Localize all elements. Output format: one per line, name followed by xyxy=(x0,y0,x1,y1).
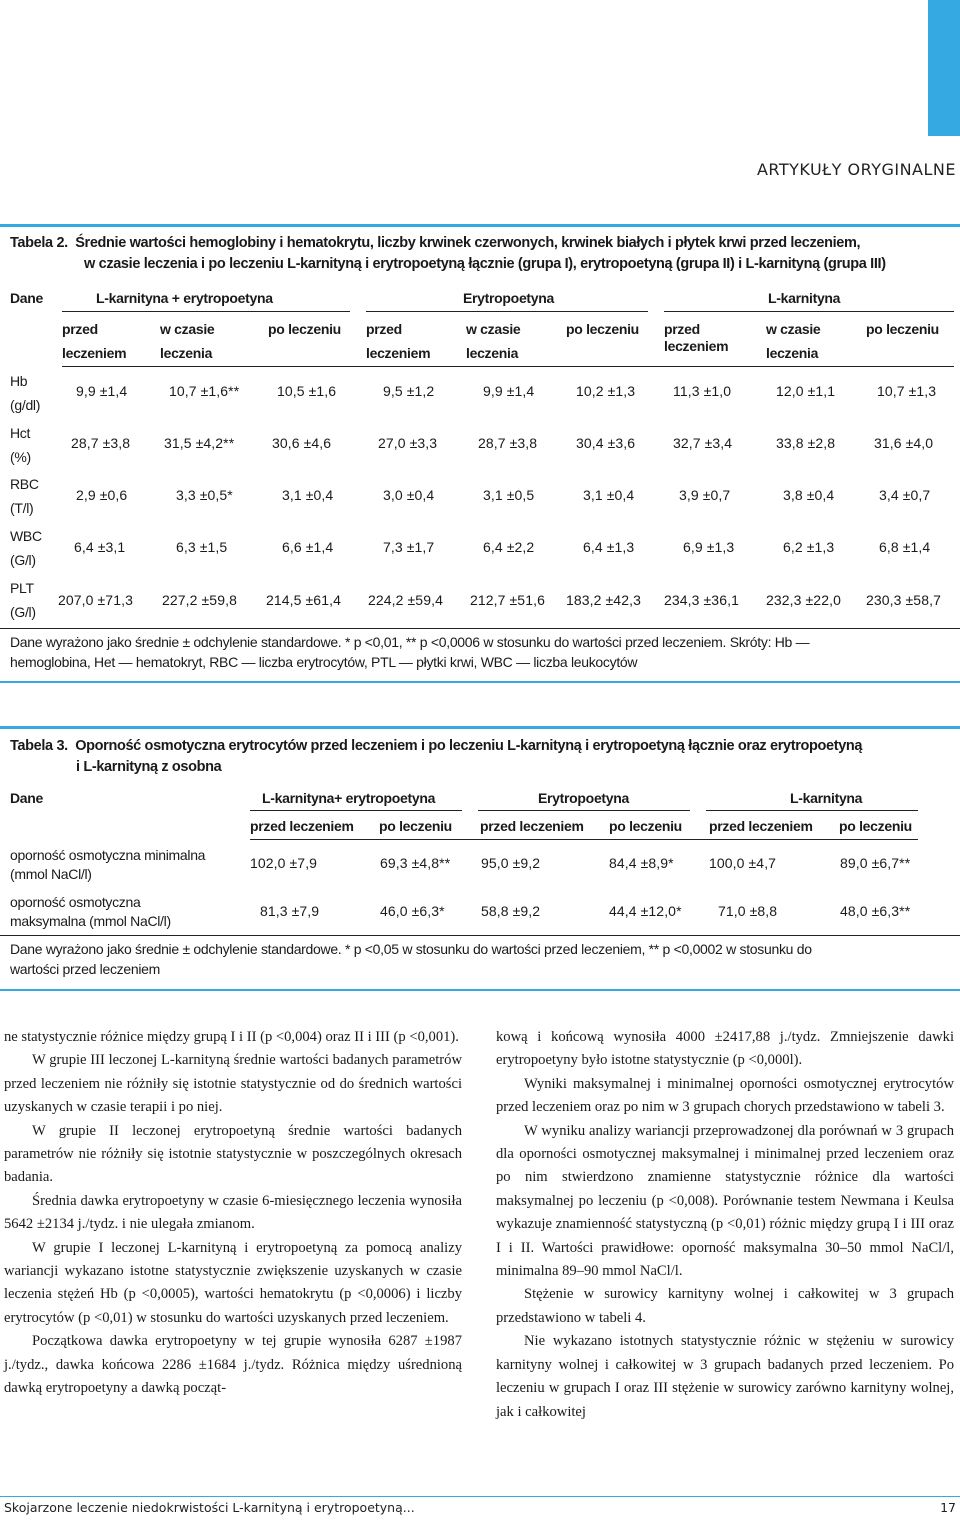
table2-subheader-6a: po leczeniu xyxy=(566,321,639,337)
table2-cell: 6,9 ±1,3 xyxy=(683,539,735,555)
table2-caption-line2: w czasie leczenia i po leczeniu L-karnityną i erytropoetyną łącznie (grupa I), erytropoetyną (grupa II) i L-karnityną (grupa III) xyxy=(84,256,886,272)
table3-cell: 48,0 ±6,3** xyxy=(840,903,911,919)
table2-cell: 6,4 ±2,2 xyxy=(483,539,535,555)
table3-group-header-3: L-karnityna xyxy=(790,790,863,806)
table2-cell: 6,2 ±1,3 xyxy=(783,539,835,555)
paragraph: Stężenie w surowicy karnityny wolnej i całkowitej w 3 grupach przedstawiono w tabeli 4. xyxy=(496,1286,954,1326)
table2-dane-header: Dane xyxy=(10,290,44,306)
paragraph: W grupie II leczonej erytropoetyną średnie wartości badanych parametrów nie różniły się istotnie statystycznie w poszczególnych okresach badania. xyxy=(4,1122,462,1186)
table2-group-header-2: Erytropoetyna xyxy=(463,290,555,306)
table2-cell: 9,9 ±1,4 xyxy=(483,383,535,399)
table2-subheader-7a: przed xyxy=(664,321,700,337)
table2-group-rule-2 xyxy=(366,311,648,312)
table3-dane-header: Dane xyxy=(10,790,44,806)
table2-cell: 3,3 ±0,5* xyxy=(176,487,233,503)
table2-group-rule-1 xyxy=(62,311,350,312)
table2-body-rule xyxy=(0,628,960,629)
table2-subheader-1b: leczeniem xyxy=(62,345,127,361)
table2-cell: 32,7 ±3,4 xyxy=(673,435,733,451)
table2-subheader-8b: leczenia xyxy=(766,345,819,361)
table2-cell: 6,3 ±1,5 xyxy=(176,539,228,555)
table2-group-header-1: L-karnityna + erytropoetyna xyxy=(96,290,273,306)
table2-row-unit: (G/l) xyxy=(10,552,36,568)
table2-cell: 3,1 ±0,4 xyxy=(583,487,635,503)
table3-cell: 44,4 ±12,0* xyxy=(609,903,682,919)
table2-cell: 7,3 ±1,7 xyxy=(383,539,435,555)
table3-cell: 69,3 ±4,8** xyxy=(380,855,451,871)
table3-subheader-rule xyxy=(250,839,918,840)
table2-cell: 10,7 ±1,3 xyxy=(877,383,937,399)
table2-cell: 10,7 ±1,6** xyxy=(169,383,240,399)
table3-caption-line1: Oporność osmotyczna erytrocytów przed leczeniem i po leczeniu L-karnityną i erytropoetyną łącznie oraz erytropoetyną xyxy=(75,738,863,754)
table2-cell: 9,5 ±1,2 xyxy=(383,383,435,399)
body-column-right xyxy=(496,1026,954,1424)
table2-note-line1: Dane wyrażono jako średnie ± odchylenie standardowe. * p <0,01, ** p <0,0006 w stosunku do wartości przed leczeniem. Skróty: Hb — xyxy=(10,634,810,650)
table2-cell: 234,3 ±36,1 xyxy=(664,592,739,608)
table2-note-line2: hemoglobina, Het — hematokryt, RBC — liczba erytrocytów, PTL — płytki krwi, WBC — liczba leukocytów xyxy=(10,654,638,670)
table3-subheader: po leczeniu xyxy=(609,818,682,834)
table3-row-label: oporność osmotyczna xyxy=(10,894,141,910)
table2-subheader-9a: po leczeniu xyxy=(866,321,939,337)
table2-cell: 207,0 ±71,3 xyxy=(58,592,133,608)
table2-subheader-rule xyxy=(62,366,954,367)
table3-group-rule-1 xyxy=(250,810,462,811)
table3-cell: 46,0 ±6,3* xyxy=(380,903,445,919)
table2-row-unit: (g/dl) xyxy=(10,397,41,413)
table2-cell: 33,8 ±2,8 xyxy=(776,435,836,451)
table2-row-label: Hb xyxy=(10,373,28,389)
table3-caption-label: Tabela 3. xyxy=(10,738,68,754)
table2-caption xyxy=(10,233,955,275)
table2-group-rule-3 xyxy=(664,311,954,312)
table2-cell: 212,7 ±51,6 xyxy=(470,592,545,608)
table2-caption-label: Tabela 2. xyxy=(10,235,68,251)
table3-subheader: po leczeniu xyxy=(839,818,912,834)
table3-cell: 95,0 ±9,2 xyxy=(481,855,541,871)
table2-subheader-2b: leczenia xyxy=(160,345,213,361)
table2-cell: 11,3 ±1,0 xyxy=(673,383,732,399)
table3-cell: 102,0 ±7,9 xyxy=(250,855,318,871)
table2-cell: 3,1 ±0,5 xyxy=(483,487,535,503)
table3-row-unit: (mmol NaCl/l) xyxy=(10,866,92,882)
footer-running-title: Skojarzone leczenie niedokrwistości L-karnityną i erytropoetyną... xyxy=(4,1500,415,1515)
table2-subheader-5b: leczenia xyxy=(466,345,519,361)
table2-cell: 214,5 ±61,4 xyxy=(266,592,341,608)
table2-subheader-8a: w czasie xyxy=(766,321,821,337)
table2-row-label: WBC xyxy=(10,528,42,544)
table2-cell: 28,7 ±3,8 xyxy=(478,435,538,451)
table2-row-unit: (T/l) xyxy=(10,500,34,516)
table2-cell: 31,6 ±4,0 xyxy=(874,435,934,451)
table2-subheader-1a: przed xyxy=(62,321,98,337)
table2-cell: 232,3 ±22,0 xyxy=(766,592,841,608)
accent-bar xyxy=(928,0,960,136)
table2-cell: 3,0 ±0,4 xyxy=(383,487,435,503)
table2-cell: 3,8 ±0,4 xyxy=(783,487,835,503)
table2-row-label: PLT xyxy=(10,580,34,596)
table3-caption xyxy=(10,736,955,778)
paragraph: kową i końcową wynosiła 4000 ±2417,88 j./tydz. Zmniejszenie dawki erytropoetyny było istotne statystycznie (p <0,000l). xyxy=(496,1029,954,1069)
table2-cell: 3,9 ±0,7 xyxy=(679,487,731,503)
section-label: ARTYKUŁY ORYGINALNE xyxy=(756,160,956,179)
table2-subheader-3a: po leczeniu xyxy=(268,321,341,337)
paragraph: Początkowa dawka erytropoetyny w tej grupie wynosiła 6287 ±1987 j./tydz., dawka końcowa 2286 ±1684 j./tydz. Różnica między uśrednioną dawką erytropoetyny a dawką począt- xyxy=(4,1333,462,1397)
table2-cell: 183,2 ±42,3 xyxy=(566,592,641,608)
table3-cell: 58,8 ±9,2 xyxy=(481,903,541,919)
table2-cell: 6,4 ±1,3 xyxy=(583,539,635,555)
table3-note-line1: Dane wyrażono jako średnie ± odchylenie standardowe. * p <0,05 w stosunku do wartości przed leczeniem, ** p <0,0002 w stosunku do xyxy=(10,941,812,957)
footer-rule xyxy=(0,1496,960,1497)
table2-cell: 230,3 ±58,7 xyxy=(866,592,941,608)
table2-row-label: Hct xyxy=(10,425,31,441)
table3-group-header-2: Erytropoetyna xyxy=(538,790,630,806)
table2-subheader-5a: w czasie xyxy=(466,321,521,337)
table2-cell: 6,8 ±1,4 xyxy=(879,539,931,555)
table3-cell: 84,4 ±8,9* xyxy=(609,855,674,871)
paragraph: W grupie III leczonej L-karnityną średnie wartości badanych parametrów przed leczeniem nie różniły się istotnie statystycznie od do średnich wartości uzyskanych w czasie terapii i po niej. xyxy=(4,1052,462,1116)
table2-row-unit: (G/l) xyxy=(10,604,36,620)
table2-caption-line1: Średnie wartości hemoglobiny i hematokrytu, liczby krwinek czerwonych, krwinek białych i płytek krwi przed leczeniem, xyxy=(75,235,861,251)
table3-subheader: przed leczeniem xyxy=(709,818,813,834)
table3-cell: 71,0 ±8,8 xyxy=(718,903,778,919)
table3-group-rule-2 xyxy=(478,810,690,811)
table2-cell: 2,9 ±0,6 xyxy=(76,487,128,503)
paragraph: W wyniku analizy wariancji przeprowadzonej dla porównań w 3 grupach dla oporności osmotycznej maksymalnej i minimalnej przed leczeniem oraz po nim stwierdzono znamienne statystycznie różnice dla wartości maksymalnej po leczeniu (p <0,008). Porównanie testem Newmana i Keulsa wykazuje znamienność statystyczną (p <0,01) różnic między grupą I i III oraz I i II. Wartości prawidłowe: oporność maksymalna 30–50 mmol NaCl/l, minimalna 89–90 mmol NaCl/l. xyxy=(496,1122,954,1280)
table2-cell: 6,4 ±3,1 xyxy=(74,539,126,555)
table3-cell: 89,0 ±6,7** xyxy=(840,855,911,871)
table3-cell: 100,0 ±4,7 xyxy=(709,855,777,871)
table2-row-label: RBC xyxy=(10,476,39,492)
table3-top-rule xyxy=(0,726,960,729)
table2-cell: 30,4 ±3,6 xyxy=(576,435,636,451)
table3-row-label: oporność osmotyczna minimalna xyxy=(10,847,206,863)
table2-row-unit: (%) xyxy=(10,449,31,465)
table2-cell: 28,7 ±3,8 xyxy=(71,435,131,451)
table3-bottom-rule xyxy=(0,989,960,991)
table2-subheader-4b: leczeniem xyxy=(366,345,431,361)
paragraph: W grupie I leczonej L-karnityną i erytropoetyną za pomocą analizy wariancji wykazano istotne statystycznie zwiększenie uzyskanych w czasie leczenia stężeń Hb (p <0,0005), wartości hematokrytu (p <0,0006) i liczby erytrocytów (p <0,01) w stosunku do wartości uzyskanych przed leczeniem. xyxy=(4,1239,462,1326)
table3-subheader: po leczeniu xyxy=(379,818,452,834)
table2-cell: 6,6 ±1,4 xyxy=(282,539,334,555)
table3-subheader: przed leczeniem xyxy=(250,818,354,834)
table2-cell: 224,2 ±59,4 xyxy=(368,592,443,608)
page-number: 17 xyxy=(940,1500,956,1515)
paragraph: Średnia dawka erytropoetyny w czasie 6-miesięcznego leczenia wynosiła 5642 ±2134 j./tydz. i nie ulegała zmianom. xyxy=(4,1192,462,1233)
table3-note-line2: wartości przed leczeniem xyxy=(10,961,160,977)
paragraph: ne statystycznie różnice między grupą I i II (p <0,004) oraz II i III (p <0,001). xyxy=(4,1029,459,1045)
table3-subheader: przed leczeniem xyxy=(480,818,584,834)
table3-caption-line2: i L-karnityną z osobna xyxy=(76,759,222,775)
table2-bottom-rule xyxy=(0,681,960,683)
table2-cell: 31,5 ±4,2** xyxy=(164,435,235,451)
table3-body-rule xyxy=(0,935,960,936)
table2-group-header-3: L-karnityna xyxy=(768,290,841,306)
paragraph: Nie wykazano istotnych statystycznie różnic w stężeniu w surowicy karnityny wolnej i całkowitej w 3 grupach badanych przed leczeniem. Po leczeniu w grupach I oraz III stężenie w surowicy zarówno karnityny wolnej, jak i całkowitej xyxy=(496,1333,954,1420)
table2-cell: 10,2 ±1,3 xyxy=(576,383,636,399)
table2-cell: 3,4 ±0,7 xyxy=(879,487,931,503)
table2-cell: 3,1 ±0,4 xyxy=(282,487,334,503)
table2-cell: 10,5 ±1,6 xyxy=(277,383,337,399)
table2-cell: 227,2 ±59,8 xyxy=(162,592,237,608)
body-column-left xyxy=(4,1026,462,1401)
table3-row-unit: maksymalna (mmol NaCl/l) xyxy=(10,913,171,929)
table2-subheader-2a: w czasie xyxy=(160,321,215,337)
table2-top-rule xyxy=(0,224,960,227)
table2-cell: 30,6 ±4,6 xyxy=(272,435,332,451)
table3-group-header-1: L-karnityna+ erytropoetyna xyxy=(262,790,436,806)
table2-subheader-7b: leczeniem xyxy=(664,338,729,354)
table2-cell: 12,0 ±1,1 xyxy=(776,383,836,399)
paragraph: Wyniki maksymalnej i minimalnej oporności osmotycznej erytrocytów przed leczeniem oraz po nim w 3 grupach chorych przedstawiono w tabeli 3. xyxy=(496,1075,954,1116)
table2-cell: 27,0 ±3,3 xyxy=(378,435,438,451)
table2-cell: 9,9 ±1,4 xyxy=(76,383,128,399)
table3-group-rule-3 xyxy=(706,810,918,811)
table2-subheader-4a: przed xyxy=(366,321,402,337)
table3-cell: 81,3 ±7,9 xyxy=(260,903,320,919)
